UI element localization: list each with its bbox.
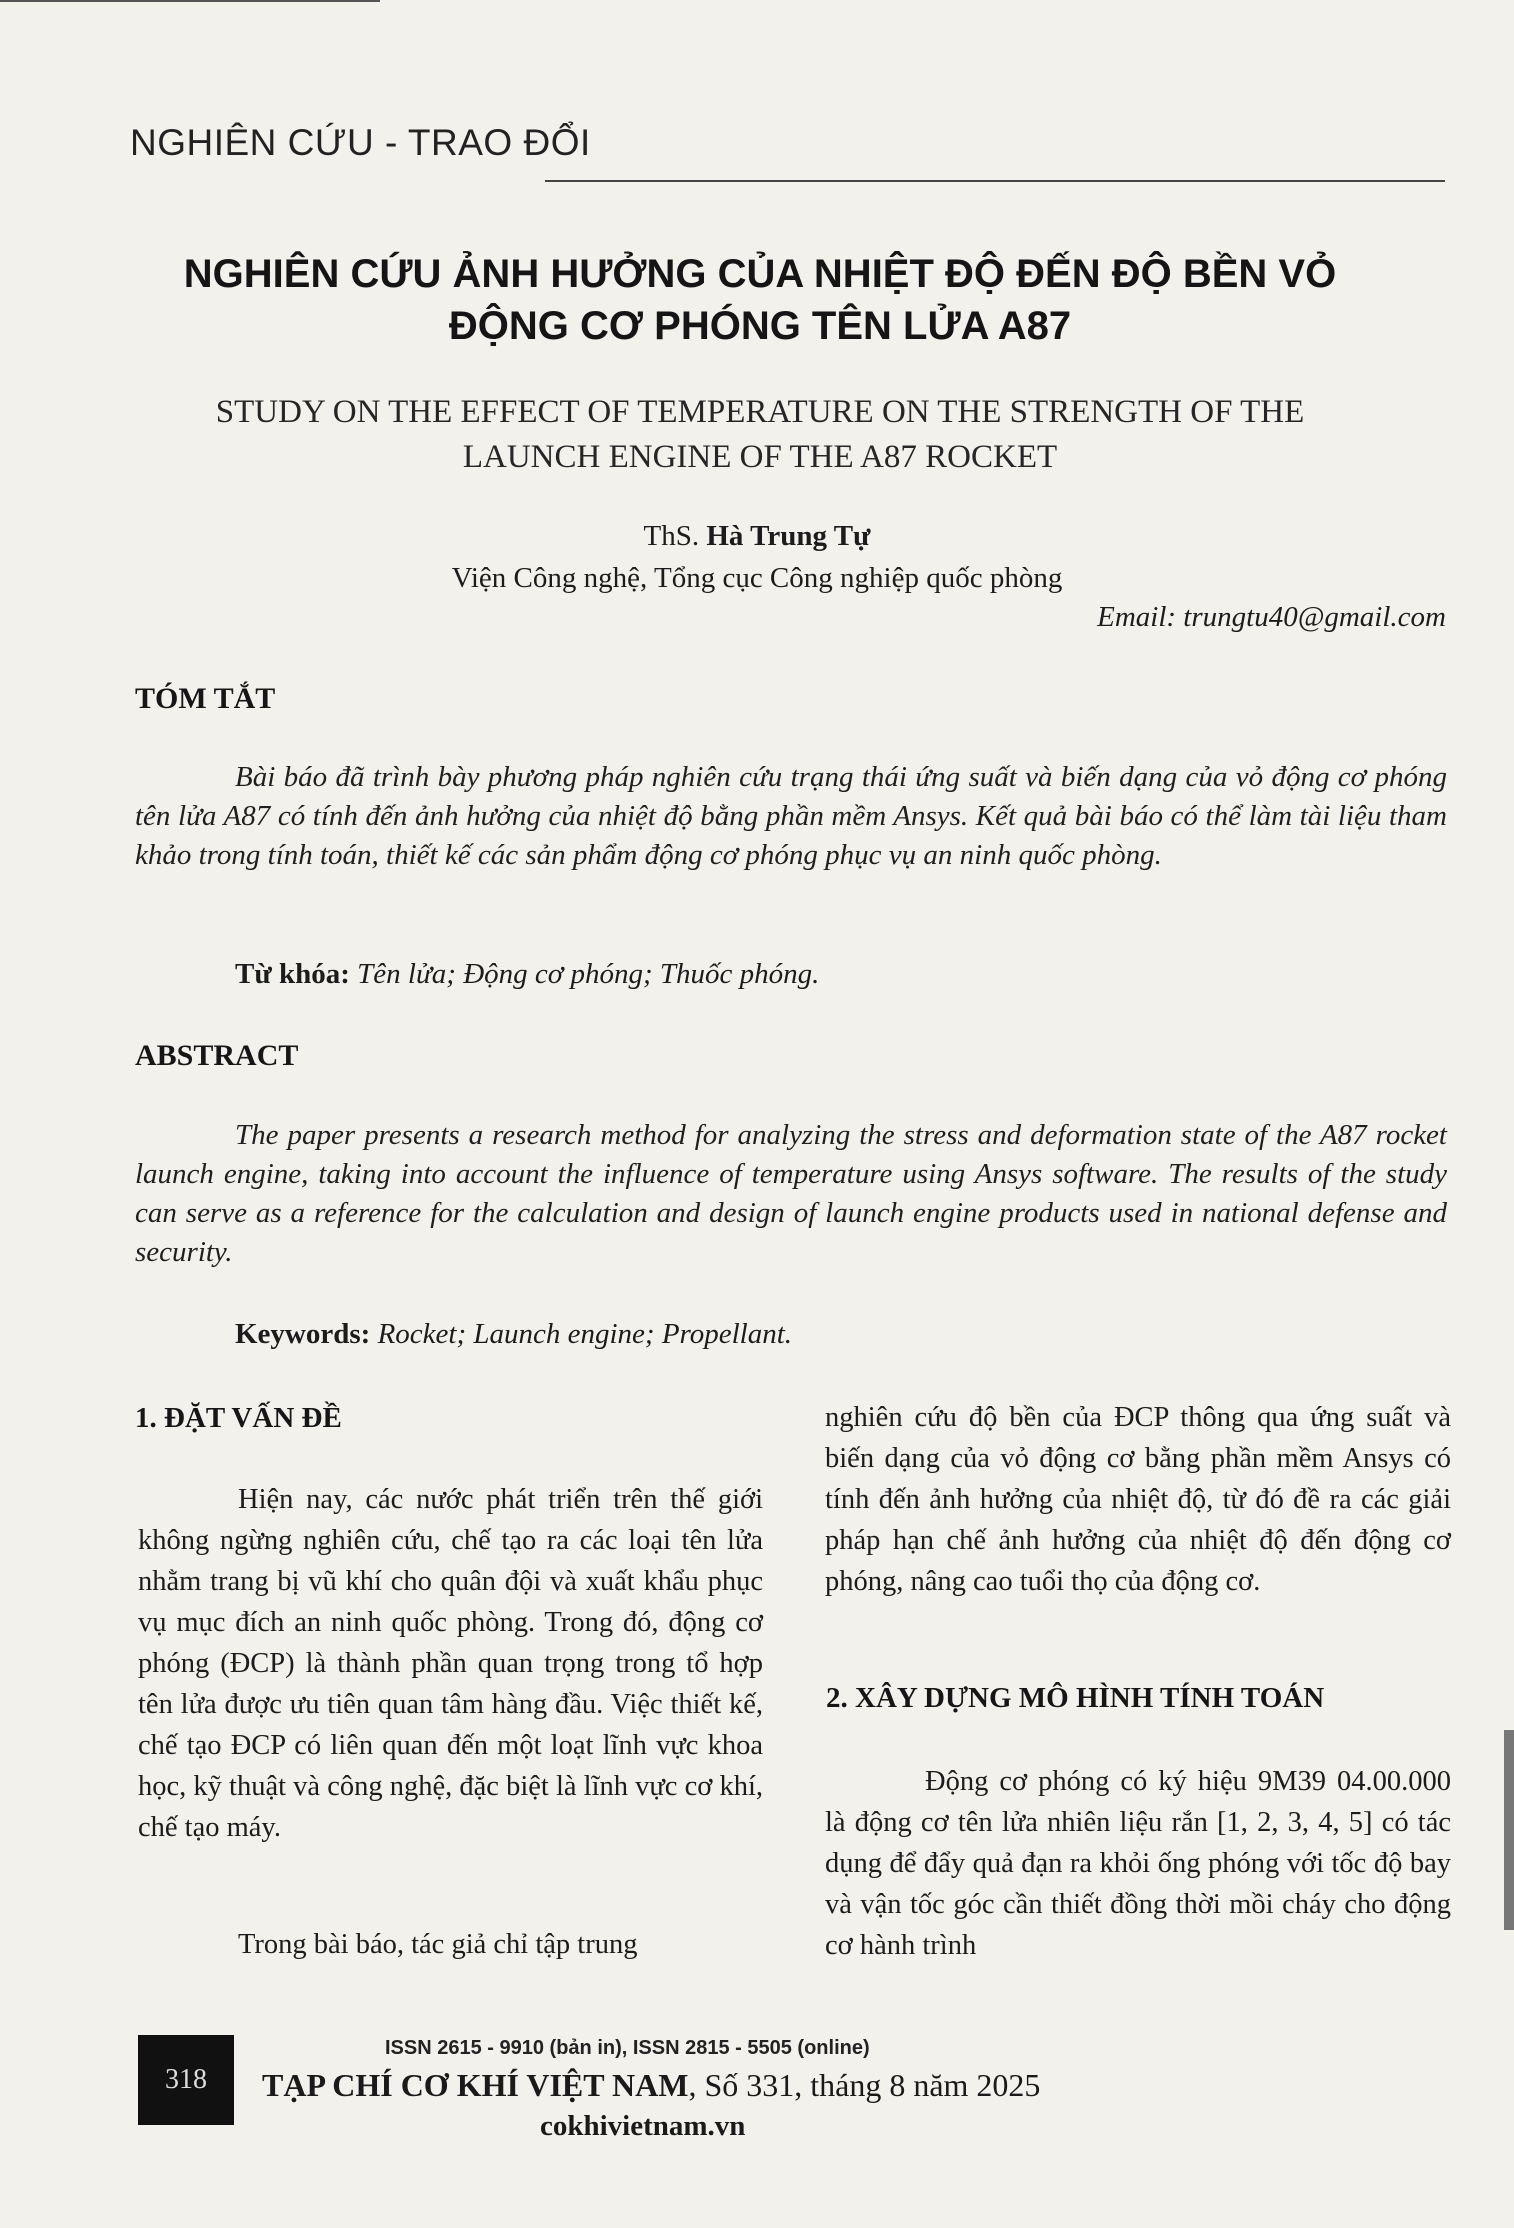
section1-heading: 1. ĐẶT VẤN ĐỀ (135, 1402, 342, 1434)
scan-edge-shadow (1504, 1730, 1514, 1930)
abstract-keywords-value: Rocket; Launch engine; Propellant. (377, 1318, 793, 1350)
journal-issue: , Số 331, tháng 8 năm 2025 (688, 2067, 1041, 2103)
page-number: 318 (165, 2064, 207, 2095)
author-prefix: ThS. (643, 520, 700, 552)
section1-paragraph-2: Trong bài báo, tác giả chỉ tập trung (238, 1929, 638, 1960)
issn-line: ISSN 2615 - 9910 (bản in), ISSN 2815 - 5505 (online) (385, 2037, 870, 2059)
title-en-line2: LAUNCH ENGINE OF THE A87 ROCKET (462, 439, 1058, 475)
section1-paragraph-2-continued: nghiên cứu độ bền của ĐCP thông qua ứng suất và biến dạng của vỏ động cơ bằng phần mềm Ansys có tính đến ảnh hưởng của nhiệt độ, từ đó đề ra các giải pháp hạn chế ảnh hưởng của nhiệt độ đến động cơ phóng, nâng cao tuổi thọ của động cơ. (825, 1402, 1451, 1597)
author-email: Email: trungtu40@gmail.com (1097, 601, 1446, 633)
journal-name: TẠP CHÍ CƠ KHÍ VIỆT NAM (262, 2067, 689, 2103)
section2-paragraph-1: Động cơ phóng có ký hiệu 9M39 04.00.000 là động cơ tên lửa nhiên liệu rắn [1, 2, 3, 4, 5] có tác dụng để đẩy quả đạn ra khỏi ống phóng với tốc độ bay và vận tốc góc cần thiết đồng thời mồi cháy cho động cơ hành trình (825, 1766, 1451, 1961)
title-vn-line1: NGHIÊN CỨU ẢNH HƯỞNG CỦA NHIỆT ĐỘ ĐẾN ĐỘ BỀN VỎ (183, 252, 1337, 296)
author-line (0, 520, 1514, 553)
author-name: Hà Trung Tự (706, 520, 871, 552)
title-en (160, 390, 1360, 480)
summary-keywords-label: Từ khóa: (235, 958, 350, 990)
page-number-box (138, 2035, 234, 2125)
summary-heading: TÓM TẮT (135, 682, 276, 715)
top-rule (0, 0, 380, 2)
section2-heading: 2. XÂY DỰNG MÔ HÌNH TÍNH TOÁN (826, 1682, 1325, 1714)
title-en-line1: STUDY ON THE EFFECT OF TEMPERATURE ON THE STRENGTH OF THE (215, 394, 1305, 430)
section-header: NGHIÊN CỨU - TRAO ĐỔI (130, 122, 591, 163)
abstract-keywords-label: Keywords: (235, 1318, 371, 1350)
website: cokhivietnam.vn (540, 2110, 746, 2142)
abstract-keywords (235, 1318, 792, 1351)
journal-line (262, 2067, 1040, 2104)
summary-text: Bài báo đã trình bày phương pháp nghiên cứu trạng thái ứng suất và biến dạng của vỏ động cơ phóng tên lửa A87 có tính đến ảnh hưởng của nhiệt độ bằng phần mềm Ansys. Kết quả bài báo có thể làm tài liệu tham khảo trong tính toán, thiết kế các sản phẩm động cơ phóng phục vụ an ninh quốc phòng. (135, 761, 1447, 871)
summary-keywords (235, 958, 819, 991)
summary-keywords-value: Tên lửa; Động cơ phóng; Thuốc phóng. (357, 958, 820, 990)
title-vn (160, 248, 1360, 352)
header-rule (545, 180, 1445, 182)
section1-paragraph-1: Hiện nay, các nước phát triển trên thế giới không ngừng nghiên cứu, chế tạo ra các loại tên lửa nhằm trang bị vũ khí cho quân đội và xuất khẩu phục vụ mục đích an ninh quốc phòng. Trong đó, động cơ phóng (ĐCP) là thành phần quan trọng trong tổ hợp tên lửa được ưu tiên quan tâm hàng đầu. Việc thiết kế, chế tạo ĐCP có liên quan đến một loạt lĩnh vực khoa học, kỹ thuật và công nghệ, đặc biệt là lĩnh vực cơ khí, chế tạo máy. (138, 1484, 763, 1843)
abstract-heading: ABSTRACT (135, 1039, 299, 1072)
title-vn-line2: ĐỘNG CƠ PHÓNG TÊN LỬA A87 (448, 304, 1072, 348)
author-affiliation: Viện Công nghệ, Tổng cục Công nghiệp quốc phòng (451, 562, 1063, 594)
abstract-text: The paper presents a research method for analyzing the stress and deformation state of the A87 rocket launch engine, taking into account the influence of temperature using Ansys software. The results of the study can serve as a reference for the calculation and design of launch engine products used in national defense and security. (135, 1119, 1447, 1268)
